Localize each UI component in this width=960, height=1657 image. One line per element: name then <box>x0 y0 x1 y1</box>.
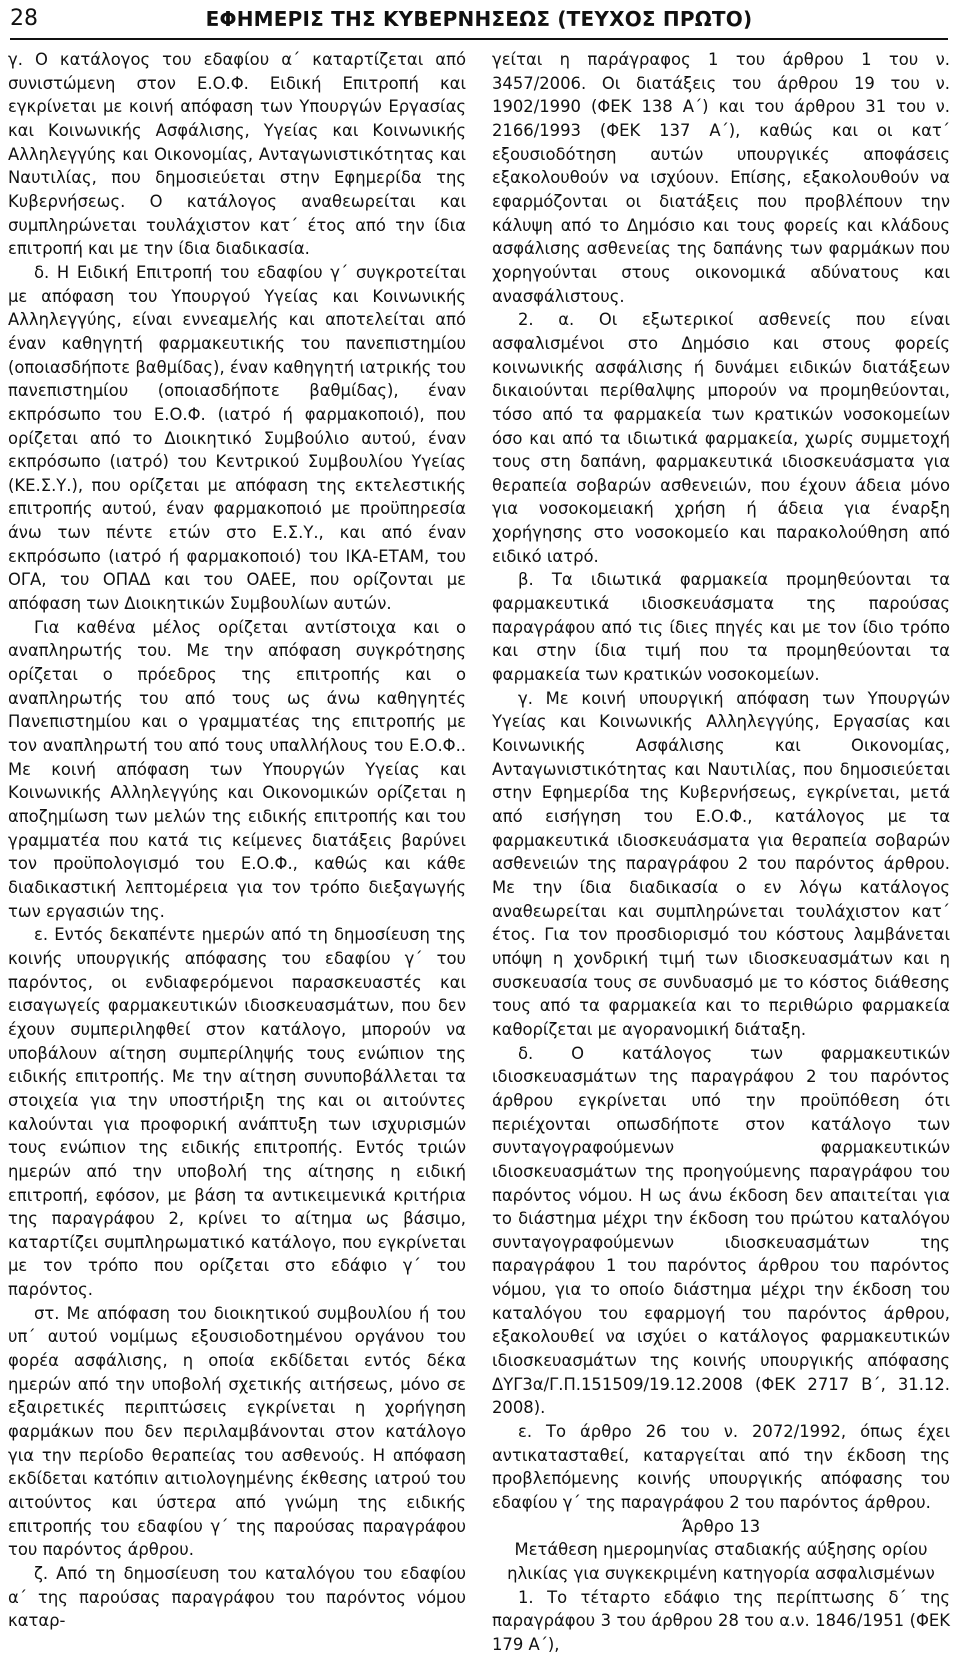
paragraph-members: Για καθένα μέλος ορίζεται αντίστοιχα και ο αναπληρωτής του. Με την απόφαση συγκρότησης ορίζεται ο πρόεδρος της επιτροπής και ο αναπληρωτής του από τους ως άνω καθηγητές Πανεπιστημίου και ο γραμματέας της επιτροπής με τον αναπληρωτή του από τους υπαλλήλους του Ε.Ο.Φ.. Με κοινή απόφαση των Υπουργών Υγείας και Κοινωνικής Αλληλεγγύης και Οικονομικών ορίζεται η αποζημίωση των μελών της ειδικής επιτροπής και του γραμματέα που κατά τις κείμενες διατάξεις βαρύνει τον προϋπολογισμό του Ε.Ο.Φ., καθώς και κάθε διαδικαστική λεπτομέρεια για τον τρόπο διεξαγωγής των εργασιών της. <box>8 617 466 921</box>
article-paragraph-1: 1. Το τέταρτο εδάφιο της περίπτωσης δ΄ της παραγράφου 3 του άρθρου 28 του α.ν. 1846/1951 (ΦΕΚ 179 Α΄), <box>492 1587 950 1654</box>
paragraph-2d: δ. Ο κατάλογος των φαρμακευτικών ιδιοσκευασμάτων της παραγράφου 2 του παρόντος άρθρου εγκρίνεται υπό την προϋπόθεση ότι περιέχονται οπωσδήποτε στον κατάλογο των συνταγογραφούμενων φαρμακευτικών ιδιοσκευασμάτων της προηγούμενης παραγράφου του παρόντος νόμου. Η ως άνω έκδοση δεν απαιτείται για το διάστημα μέχρι την έκδοση του πρώτου καταλόγου συνταγογραφούμενων ιδιοσκευασμάτων της παραγράφου 1 του παρόντος άρθρου του παρόντος νόμου, για το οποίο διάστημα μέχρι την έκδοση του καταλόγου του εφαρμογή του παρόντος άρθρου, εξακολουθεί να ισχύει ο κατάλογος φαρμακευτικών ιδιοσκευασμάτων της κοινής υπουργικής απόφασης ΔΥΓ3α/Γ.Π.151509/19.12.2008 (ΦΕΚ 2717 Β΄, 31.12. 2008). <box>492 1043 950 1418</box>
page-header <box>10 4 948 40</box>
paragraph-epsilon: ε. Εντός δεκαπέντε ημερών από τη δημοσίευση της κοινής υπουργικής απόφασης του εδαφίου γ΄ του παρόντος, οι ενδιαφερόμενοι παρασκευαστές και εισαγωγείς φαρμακευτικών ιδιοσκευασμάτων, που δεν έχουν συμπεριληφθεί στον κατάλογο, μπορούν να υποβάλουν αίτηση συμπερίληψής τους ενώπιον της ειδικής επιτροπής. Με την αίτηση συνυποβάλλεται τα στοιχεία για την υποστήριξη της και οι αιτούντες καλούνται για προφορική ανάπτυξη των ισχυρισμών τους ενώπιον της ειδικής επιτροπής. Εντός τριών ημερών από την υποβολή της αίτησης η ειδική επιτροπή, εφόσον, με βάση τα αντικειμενικά κριτήρια της παραγράφου 2, κρίνει το αίτημα ως βάσιμο, καταρτίζει συμπληρωματικό κατάλογο, που εγκρίνεται με τον τρόπο που ορίζεται στο εδάφιο γ΄ του παρόντος. <box>8 925 466 1300</box>
paragraph-2a: 2. α. Οι εξωτερικοί ασθενείς που είναι ασφαλισμένοι στο Δημόσιο και στους φορείς κοινωνικής ασφάλισης ή δυνάμει ειδικών διατάξεων δικαιούνται περίθαλψης μπορούν να προμηθεύονται, τόσο από τα φαρμακεία των κρατικών νοσοκομείων όσο και από τα ιδιωτικά φαρμακεία, χωρίς συμμετοχή τους στη δαπάνη, φαρμακευτικά ιδιοσκευάσματα για θεραπεία σοβαρών ασθενειών, που έχουν άδεια μόνο για νοσοκομειακή χρήση ή άδεια για έναρξη χορήγησης στο νοσοκομείο και παρακολούθηση από ειδικό ιατρό. <box>492 310 950 566</box>
paragraph-2c: γ. Με κοινή υπουργική απόφαση των Υπουργών Υγείας και Κοινωνικής Αλληλεγγύης, Εργασίας και Κοινωνικής Ασφάλισης και Οικονομίας, Ανταγωνιστικότητας και Ναυτιλίας, που δημοσιεύεται στην Εφημερίδα της Κυβερνήσεως, εγκρίνεται, μετά από εισήγηση του Ε.Ο.Φ., κατάλογος με τα φαρμακευτικά ιδιοσκευάσματα για θεραπεία σοβαρών ασθενειών της παραγράφου 2 του παρόντος άρθρου. Με την ίδια διαδικασία ο εν λόγω κατάλογος αναθεωρείται και συμπληρώνεται τουλάχιστον κατ΄ έτος. Για τον προσδιορισμό του κόστους λαμβάνεται υπόψη η χονδρική τιμή των ιδιοσκευασμάτων και η συσκευασία τους σε συνδυασμό με το κόστος διάθεσης τους από τα φαρμακεία και το περιθώριο φαρμακεία καθορίζεται με αγορανομική διάταξη. <box>492 688 950 1039</box>
paragraph-st: στ. Με απόφαση του διοικητικού συμβουλίου ή του υπ΄ αυτού νομίμως εξουσιοδοτημένου οργάνου του φορέα ασφάλισης, η οποία εκδίδεται εντός δέκα ημερών από την υποβολή σχετικής αιτήσεως, μόνο σε εξαιρετικές περιπτώσεις εγκρίνεται η χορήγηση φαρμάκων που δεν περιλαμβάνονται στον κατάλογο για την περίοδο θεραπείας του ασθενούς. Η απόφαση εκδίδεται κατόπιν αιτιολογημένης έκθεσης ιατρού του αιτούντος και ύστερα από γνώμη της ειδικής επιτροπής του εδαφίου γ΄ της παρούσας παραγράφου του παρόντος άρθρου. <box>8 1303 466 1560</box>
paragraph-zeta: ζ. Από τη δημοσίευση του καταλόγου του εδαφίου α΄ της παρούσας παραγράφου του παρόντος νόμου καταρ- <box>8 1564 466 1631</box>
paragraph-2e: ε. Το άρθρο 26 του ν. 2072/1992, όπως έχει αντικατασταθεί, καταργείται από την έκδοση της προβλεπόμενης κοινής υπουργικής απόφασης του εδαφίου γ΄ της παραγράφου 2 του παρόντος άρθρου. <box>492 1422 950 1513</box>
paragraph-delta: δ. Η Ειδική Επιτροπή του εδαφίου γ΄ συγκροτείται με απόφαση του Υπουργού Υγείας και Κοινωνικής Αλληλεγγύης, είναι εννεαμελής και αποτελείται από έναν καθηγητή φαρμακευτικής του πανεπιστημίου (οποιασδήποτε βαθμίδας), έναν καθηγητή ιατρικής του πανεπιστημίου (οποιασδήποτε βαθμίδας), έναν εκπρόσωπο του Ε.Ο.Φ. (ιατρό ή φαρμακοποιό), που ορίζεται από το Διοικητικό Συμβούλιο αυτού, έναν εκπρόσωπο (ιατρό) του Κεντρικού Συμβουλίου Υγείας (ΚΕ.Σ.Υ.), που ορίζεται με απόφαση της εκτελεστικής επιτροπής αυτού, έναν φαρμακοποιό με προϋπηρεσία άνω των πέντε ετών στο Ε.Σ.Υ., και από έναν εκπρόσωπο (ιατρό ή φαρμακοποιό) του ΙΚΑ-ΕΤΑΜ, του ΟΓΑ, του ΟΠΑΔ και του ΟΑΕΕ, που ορίζονται με απόφαση των Διοικητικών Συμβουλίων αυτών. <box>8 262 466 614</box>
paragraph-continuation: γείται η παράγραφος 1 του άρθρου 1 του ν. 3457/2006. Οι διατάξεις του άρθρου 19 του ν. 1902/1990 (ΦΕΚ 138 Α΄) και του άρθρου 31 του ν. 2166/1993 (ΦΕΚ 137 Α΄), καθώς και οι κατ΄ εξουσιοδότηση αυτών υπουργικές αποφάσεις εξακολουθούν να ισχύουν. Επίσης, εξακολουθούν να εφαρμόζονται οι διατάξεις που προβλέπουν την κάλυψη από το Δημόσιο και τους φορείς και κλάδους ασφάλισης ασθενείας της δαπάνης των φαρμάκων που χορηγούνται στους οικονομικά αδύνατους και ανασφάλιστους. <box>492 50 950 306</box>
paragraph-2b: β. Τα ιδιωτικά φαρμακεία προμηθεύονται τα φαρμακευτικά ιδιοσκευάσματα της παρούσας παραγράφου από τις ίδιες πηγές και με τον ίδιο τρόπο και στην ίδια τιμή που τα προμηθεύονται τα φαρμακεία των κρατικών νοσοκομείων. <box>492 570 950 685</box>
left-column <box>8 48 466 1633</box>
page-number: 28 <box>10 6 38 31</box>
article-heading: Άρθρο 13 <box>681 1516 761 1536</box>
article-subtitle: Μετάθεση ημερομηνίας σταδιακής αύξησης ορίου ηλικίας για συγκεκριμένη κατηγορία ασφαλισμένων <box>507 1540 935 1583</box>
gazette-title: ΕΦΗΜΕΡΙΣ ΤΗΣ ΚΥΒΕΡΝΗΣΕΩΣ (ΤΕΥΧΟΣ ΠΡΩΤΟ) <box>205 7 753 31</box>
right-column <box>492 48 950 1657</box>
paragraph-gamma: γ. Ο κατάλογος του εδαφίου α΄ καταρτίζεται από συνιστώμενη στον Ε.Ο.Φ. Ειδική Επιτροπή και εγκρίνεται με κοινή απόφαση των Υπουργών Εργασίας και Κοινωνικής Ασφάλισης, Υγείας και Κοινωνικής Αλληλεγγύης και Οικονομίας, Ανταγωνιστικότητας και Ναυτιλίας, που δημοσιεύεται στην Εφημερίδα της Κυβερνήσεως. Ο κατάλογος αναθεωρείται και συμπληρώνεται τουλάχιστον κατ΄ έτος από την ίδια επιτροπή και με την ίδια διαδικασία. <box>8 50 466 259</box>
